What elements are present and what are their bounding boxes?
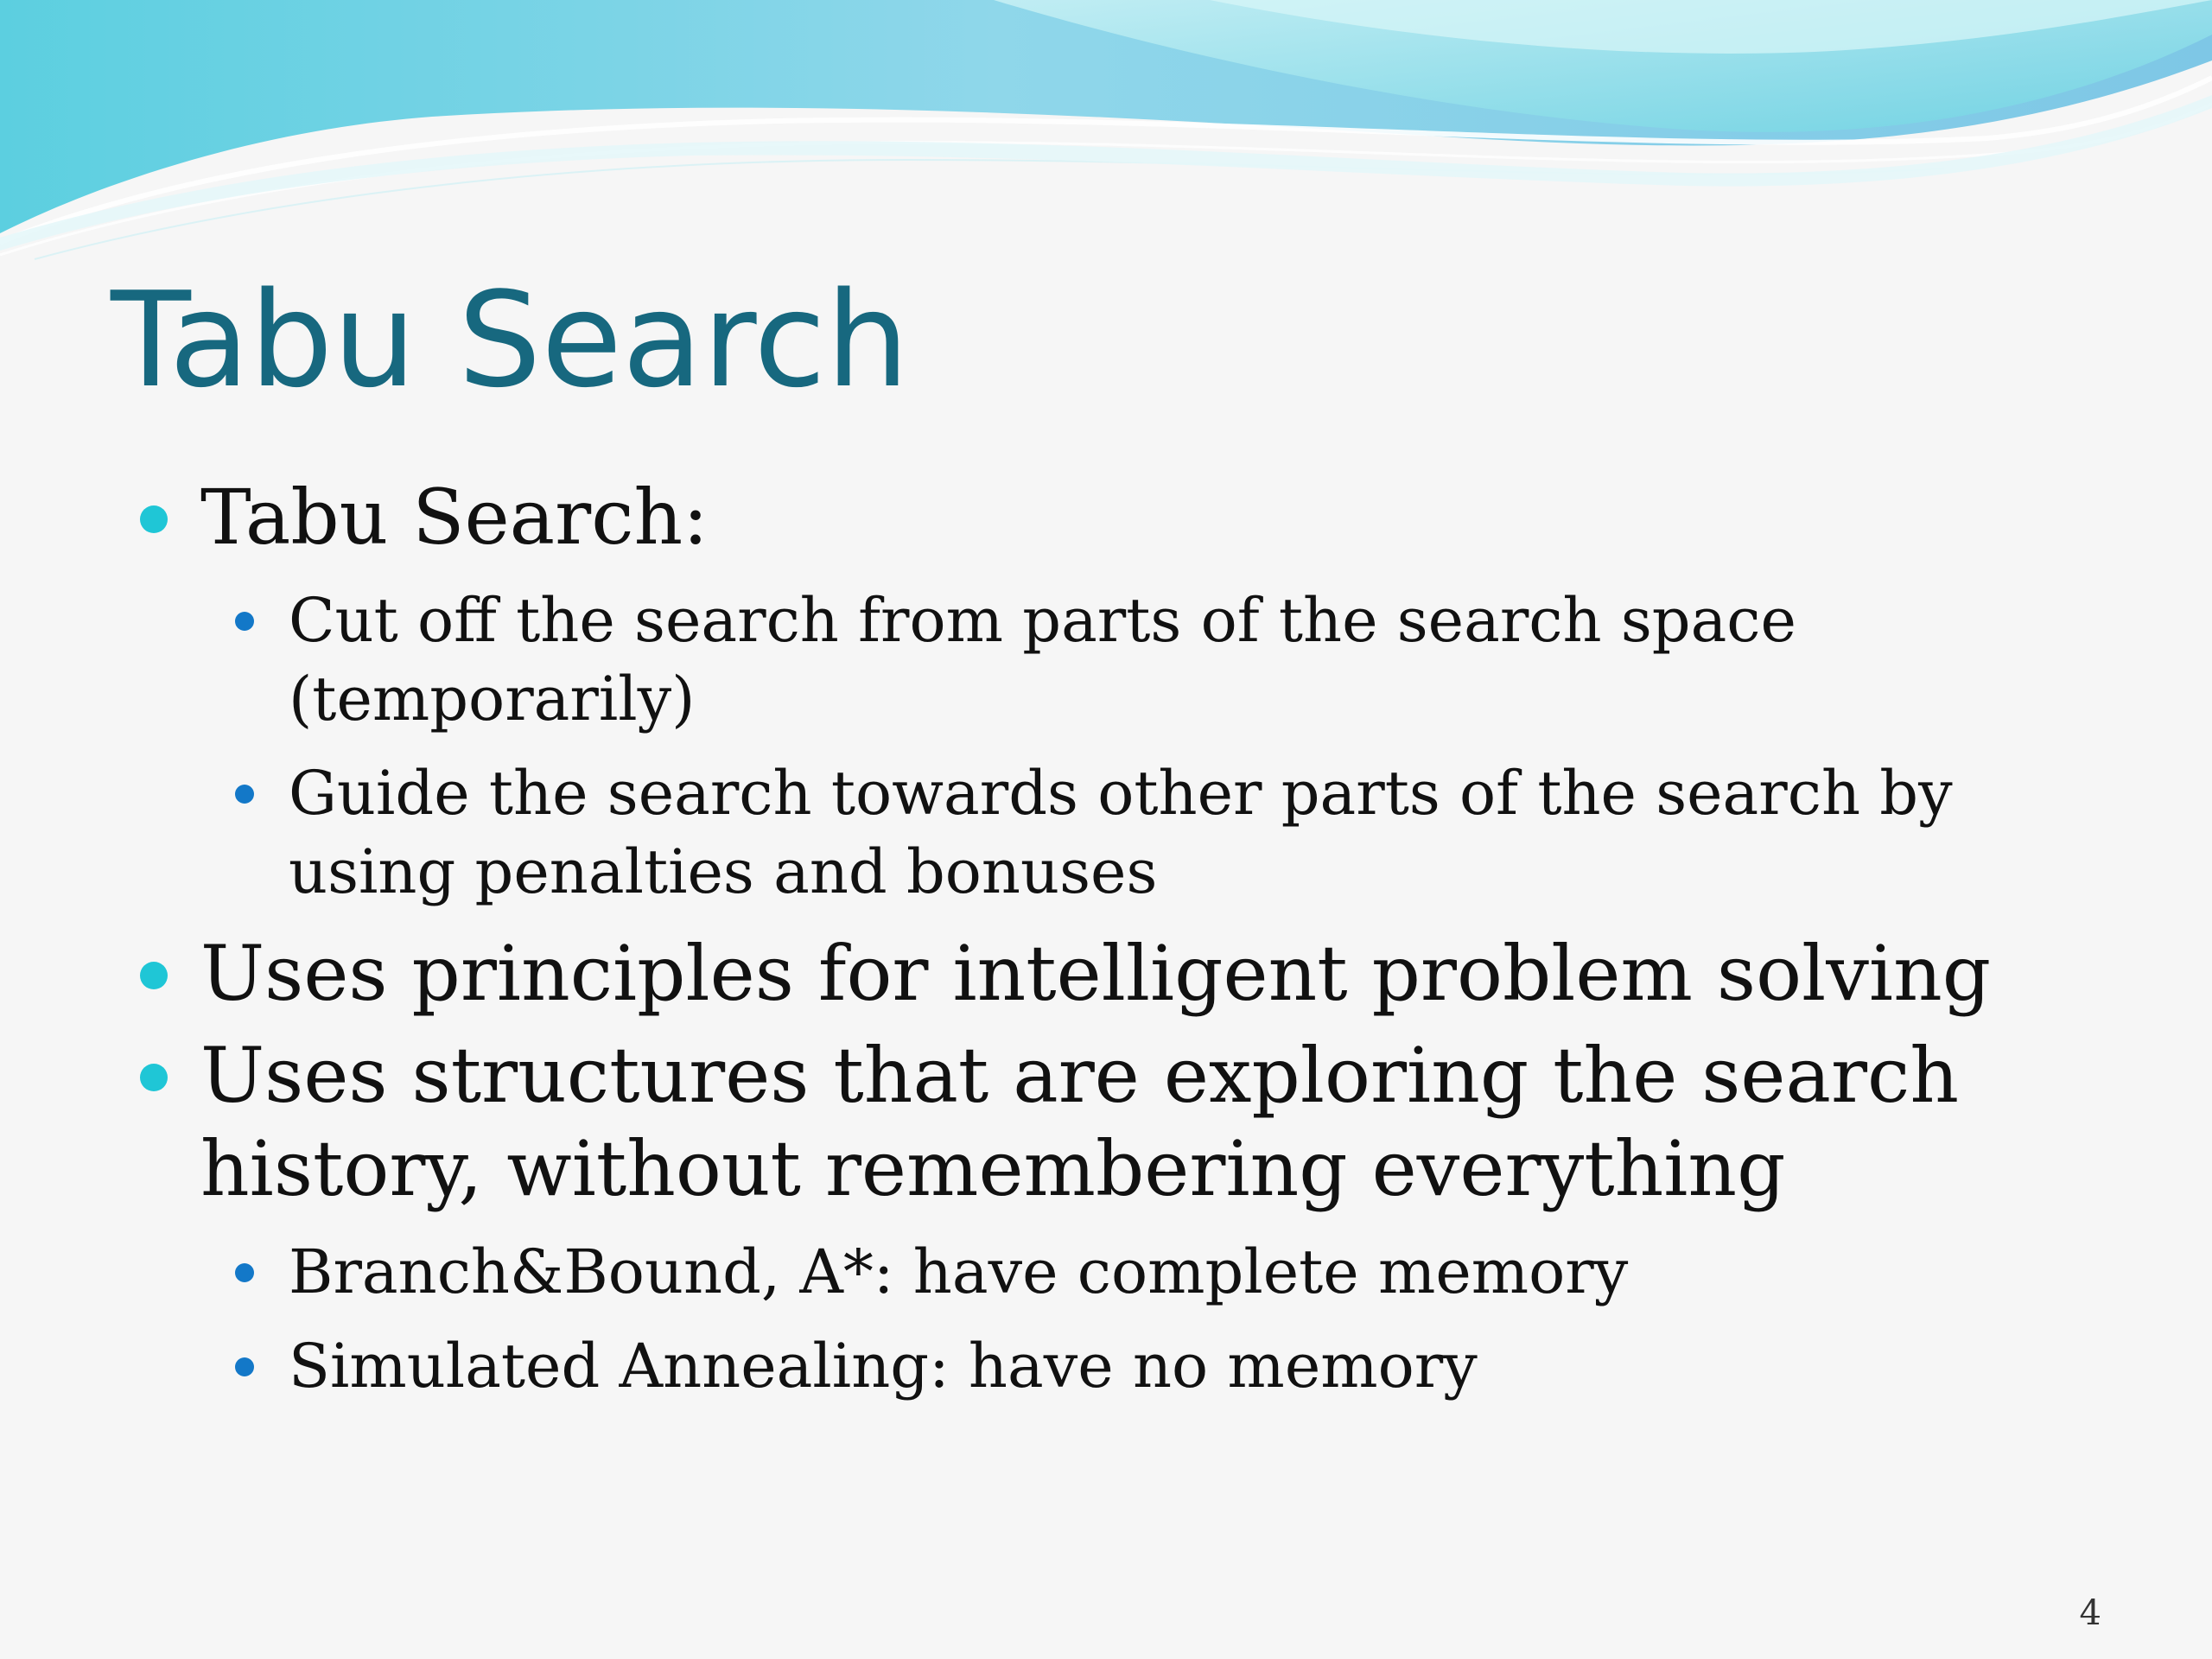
decorative-wave-header — [0, 0, 2212, 276]
bullet-dot-icon — [140, 505, 168, 533]
page-number: 4 — [2079, 1593, 2101, 1633]
slide-title: Tabu Search — [111, 264, 910, 416]
bullet-item-level2 — [138, 1327, 2074, 1406]
bullet-item-level1 — [138, 1029, 2074, 1216]
bullet-text: Tabu Search: — [200, 473, 709, 562]
bullet-item-level1 — [138, 927, 2074, 1020]
bullet-dot-icon — [140, 1064, 168, 1091]
bullet-dot-icon — [235, 612, 254, 631]
bullet-text: Guide the search towards other parts of the search by using penalties and bonuses — [289, 758, 1953, 907]
bullet-dot-icon — [235, 1357, 254, 1376]
bullet-item-level2 — [138, 754, 2074, 912]
bullet-item-level1 — [138, 471, 2074, 564]
bullet-text: Branch&Bound, A*: have complete memory — [289, 1236, 1629, 1307]
bullet-dot-icon — [235, 1263, 254, 1282]
bullet-text: Uses structures that are exploring the search history, without remembering everything — [200, 1031, 1959, 1213]
bullet-text: Uses principles for intelligent problem solving — [200, 929, 1992, 1018]
bullet-item-level2 — [138, 1233, 2074, 1312]
bullet-dot-icon — [235, 785, 254, 804]
bullet-item-level2 — [138, 582, 2074, 739]
bullet-text: Cut off the search from parts of the search space (temporarily) — [289, 585, 1796, 734]
bullet-text: Simulated Annealing: have no memory — [289, 1331, 1478, 1402]
bullet-dot-icon — [140, 962, 168, 989]
bullet-list — [138, 471, 2074, 1406]
